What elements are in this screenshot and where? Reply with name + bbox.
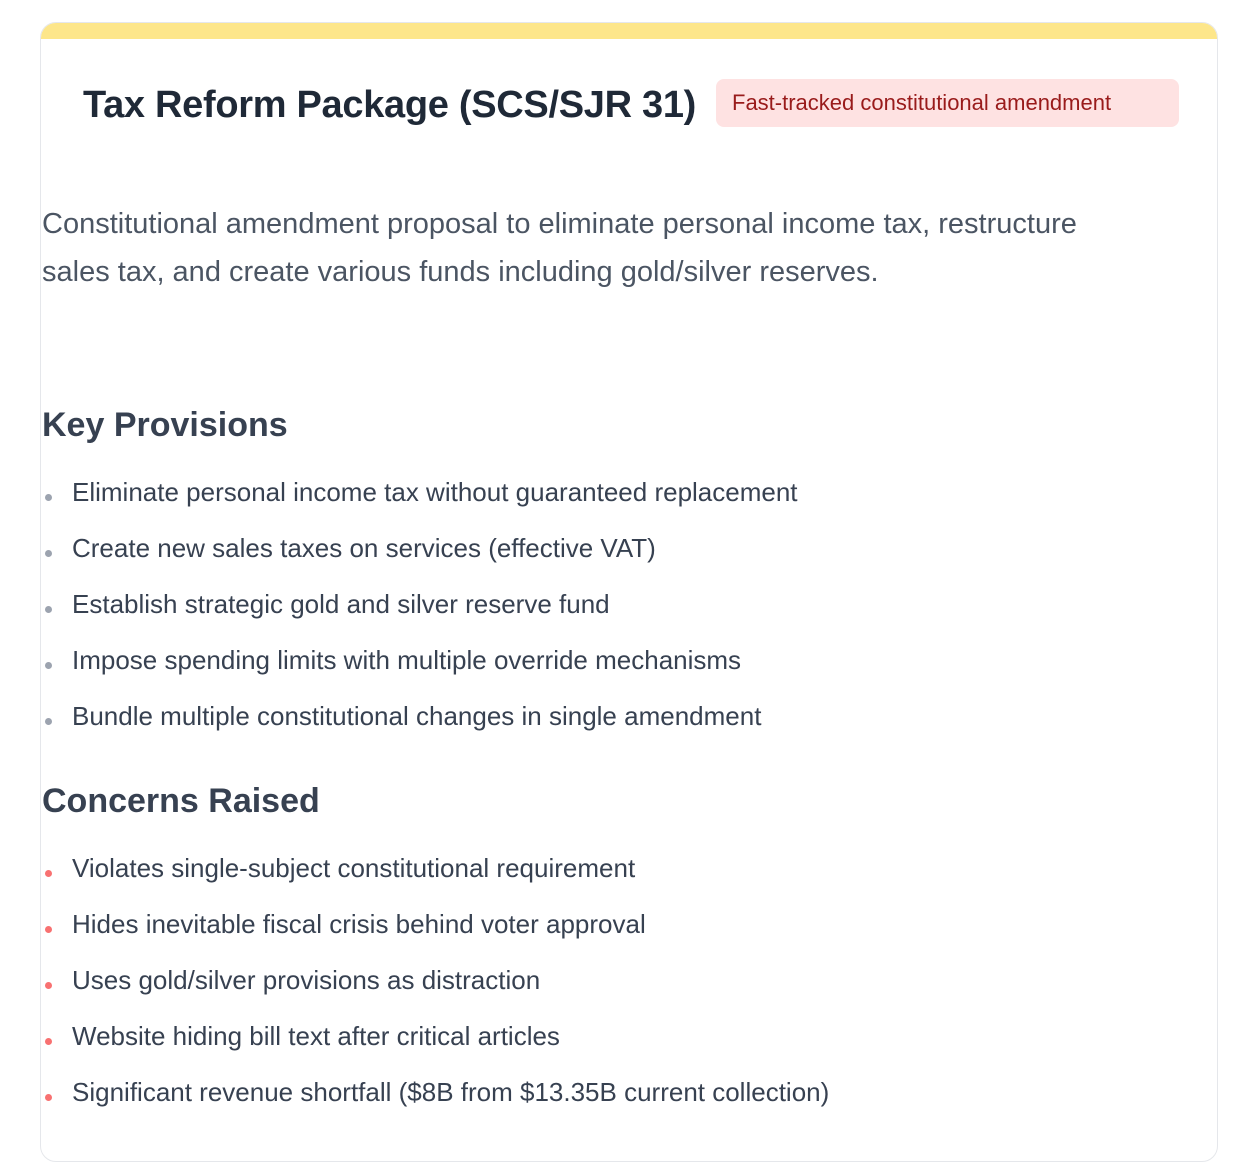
provision-item	[42, 576, 1138, 632]
bullet-icon	[45, 926, 52, 933]
bill-description: Constitutional amendment proposal to eliminate personal income tax, restructure sales tax, and create various funds including gold/silver reserves.	[42, 208, 1077, 288]
concerns-heading: Concerns Raised	[42, 782, 320, 820]
provision-text: Bundle multiple constitutional changes in single amendment	[72, 701, 762, 731]
concern-item	[42, 840, 1138, 896]
concern-text: Uses gold/silver provisions as distraction	[72, 965, 541, 995]
bullet-icon	[45, 662, 52, 669]
concern-item	[42, 952, 1138, 1008]
bullet-icon	[45, 718, 52, 725]
bullet-icon	[45, 1038, 52, 1045]
bullet-icon	[45, 870, 52, 877]
bullet-icon	[45, 494, 52, 501]
key-provisions-list	[42, 464, 1138, 744]
concern-text: Website hiding bill text after critical articles	[72, 1021, 560, 1051]
concern-item	[42, 896, 1138, 952]
provision-item	[42, 520, 1138, 576]
concern-text: Hides inevitable fiscal crisis behind voter approval	[72, 909, 646, 939]
concern-text: Significant revenue shortfall ($8B from $13.35B current collection)	[72, 1077, 830, 1107]
concern-text: Violates single-subject constitutional requirement	[72, 853, 636, 883]
provision-item	[42, 632, 1138, 688]
status-badge: Fast-tracked constitutional amendment	[716, 79, 1179, 127]
bullet-icon	[45, 606, 52, 613]
provision-item	[42, 464, 1138, 520]
provision-text: Impose spending limits with multiple override mechanisms	[72, 645, 742, 675]
concerns-list	[42, 840, 1138, 1120]
provision-item	[42, 688, 1138, 744]
concern-item	[42, 1008, 1138, 1064]
bullet-icon	[45, 1094, 52, 1101]
provision-text: Eliminate personal income tax without guaranteed replacement	[72, 477, 798, 507]
card-header	[83, 81, 1179, 129]
concern-item	[42, 1064, 1138, 1120]
provision-text: Establish strategic gold and silver reserve fund	[72, 589, 610, 619]
bullet-icon	[45, 550, 52, 557]
key-provisions-heading: Key Provisions	[42, 406, 288, 444]
bill-title: Tax Reform Package (SCS/SJR 31)	[83, 84, 697, 126]
provision-text: Create new sales taxes on services (effective VAT)	[72, 533, 656, 563]
bullet-icon	[45, 982, 52, 989]
card-accent-bar	[41, 23, 1217, 39]
